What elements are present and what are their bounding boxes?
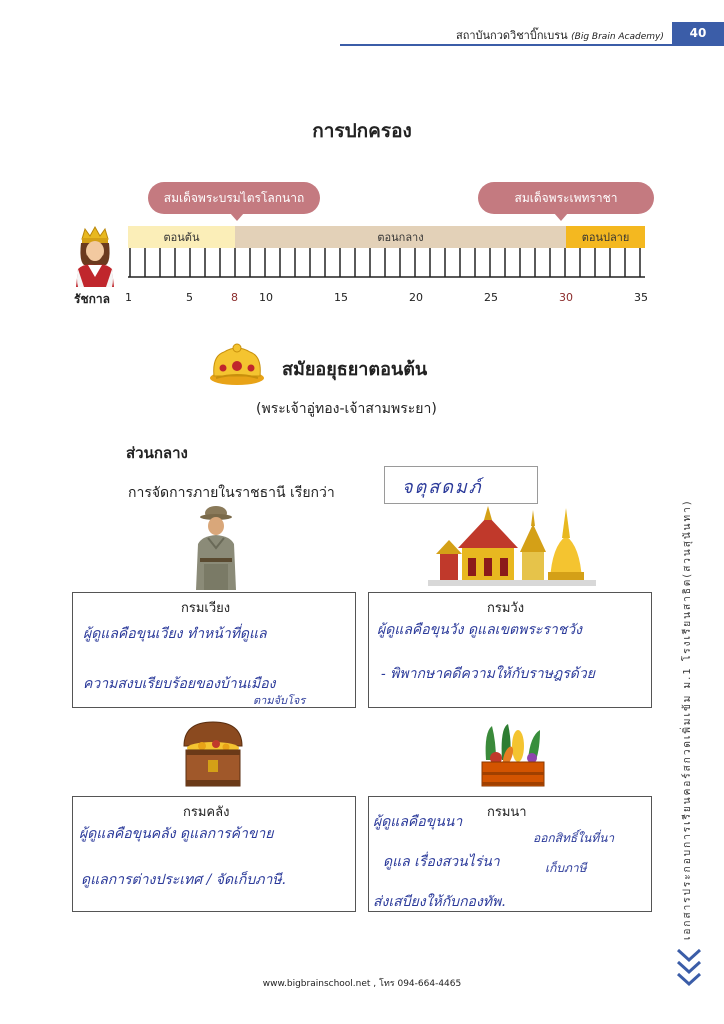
handwriting-line: ออกสิทธิ์ในที่นา: [533, 831, 615, 845]
header-institute: [456, 26, 664, 44]
handwriting-line: ผู้ดูแลคือขุนนา: [373, 814, 463, 830]
timeline-ticks: [128, 248, 645, 278]
handwriting-line: ผู้ดูแลคือขุนวัง ดูแลเขตพระราชวัง: [377, 622, 582, 638]
tick-label: 25: [484, 291, 498, 304]
header-divider: [340, 44, 724, 46]
treasure-chest-icon: [180, 718, 246, 790]
era-title: สมัยอยุธยาตอนต้น: [282, 359, 428, 380]
chevron-down-icon: [676, 946, 702, 990]
period-middle: ตอนกลาง: [235, 226, 566, 248]
handwriting-line: เก็บภาษี: [545, 861, 587, 875]
reign-label: รัชกาล: [74, 292, 110, 306]
box-krom-na: [368, 796, 652, 912]
tick-label: 8: [231, 291, 238, 304]
institute-name-en: (Big Brain Academy): [571, 32, 664, 42]
institute-name: สถาบันกวดวิชาบิ๊กเบรน: [456, 29, 568, 42]
center-title: ส่วนกลาง: [126, 444, 188, 462]
page-title: การปกครอง: [312, 120, 412, 142]
page-number: 40: [672, 22, 724, 44]
handwriting-line: ดูแลการต่างประเทศ / จัดเก็บภาษี.: [81, 872, 286, 888]
bubble-tail: [554, 213, 568, 221]
box-title: กรมวัง: [485, 597, 526, 618]
tick-label: 10: [259, 291, 273, 304]
handwriting-line: ผู้ดูแลคือขุนคลัง ดูแลการค้าขาย: [79, 826, 274, 842]
handwriting-line: ดูแล เรื่องสวนไร่นา: [383, 854, 500, 870]
side-caption: เอกสารประกอบการเรียนคอร์สกวดเพิ่มเข้ม ม.1 โรงเรียนสาธิต(สวนสุนันทา): [682, 499, 693, 940]
footer-contact: www.bigbrainschool.net , โทร 094-664-4465: [262, 979, 462, 989]
box-krom-wang: [368, 592, 652, 708]
period-late: ตอนปลาย: [566, 226, 645, 248]
palace-icon: [428, 506, 596, 588]
handwriting-line: ตามจับโจร: [253, 694, 306, 707]
handwriting-line: - พิพากษาคดีความให้กับราษฎรด้วย: [381, 666, 595, 682]
box-krom-khlang: [72, 796, 356, 912]
bubble-right-label: สมเด็จพระเพทราชา: [514, 190, 618, 205]
official-figure-icon: [188, 504, 244, 590]
bubble-left-label: สมเด็จพระบรมไตรโลกนาถ: [163, 190, 305, 205]
vegetable-crate-icon: [478, 722, 548, 788]
tick-label: 15: [334, 291, 348, 304]
box-title: กรมนา: [485, 801, 529, 822]
box-title: กรมคลัง: [181, 801, 231, 822]
tick-label: 30: [559, 291, 573, 304]
box-title: กรมเวียง: [179, 597, 232, 618]
handwriting-line: ส่งเสบียงให้กับกองทัพ.: [373, 894, 506, 910]
handwriting-line: ความสงบเรียบร้อยของบ้านเมือง: [83, 676, 276, 692]
bubble-trailokanat: [148, 182, 320, 214]
crown-icon: [208, 342, 266, 386]
period-early: ตอนต้น: [128, 226, 235, 248]
bubble-tail: [230, 213, 244, 221]
tick-label: 35: [634, 291, 648, 304]
tick-label: 5: [186, 291, 193, 304]
era-subtitle: (พระเจ้าอู่ทอง-เจ้าสามพระยา): [256, 401, 437, 417]
tick-label: 20: [409, 291, 423, 304]
handwriting-line: ผู้ดูแลคือขุนเวียง ทำหน้าที่ดูแล: [83, 626, 267, 642]
admin-prompt: การจัดการภายในราชธานี เรียกว่า: [128, 485, 335, 501]
king-icon: [72, 225, 118, 287]
bubble-phetracha: [478, 182, 654, 214]
box-krom-wiang: [72, 592, 356, 708]
tick-label: 1: [125, 291, 132, 304]
answer-handwriting: จตุสดมภ์: [402, 477, 483, 498]
